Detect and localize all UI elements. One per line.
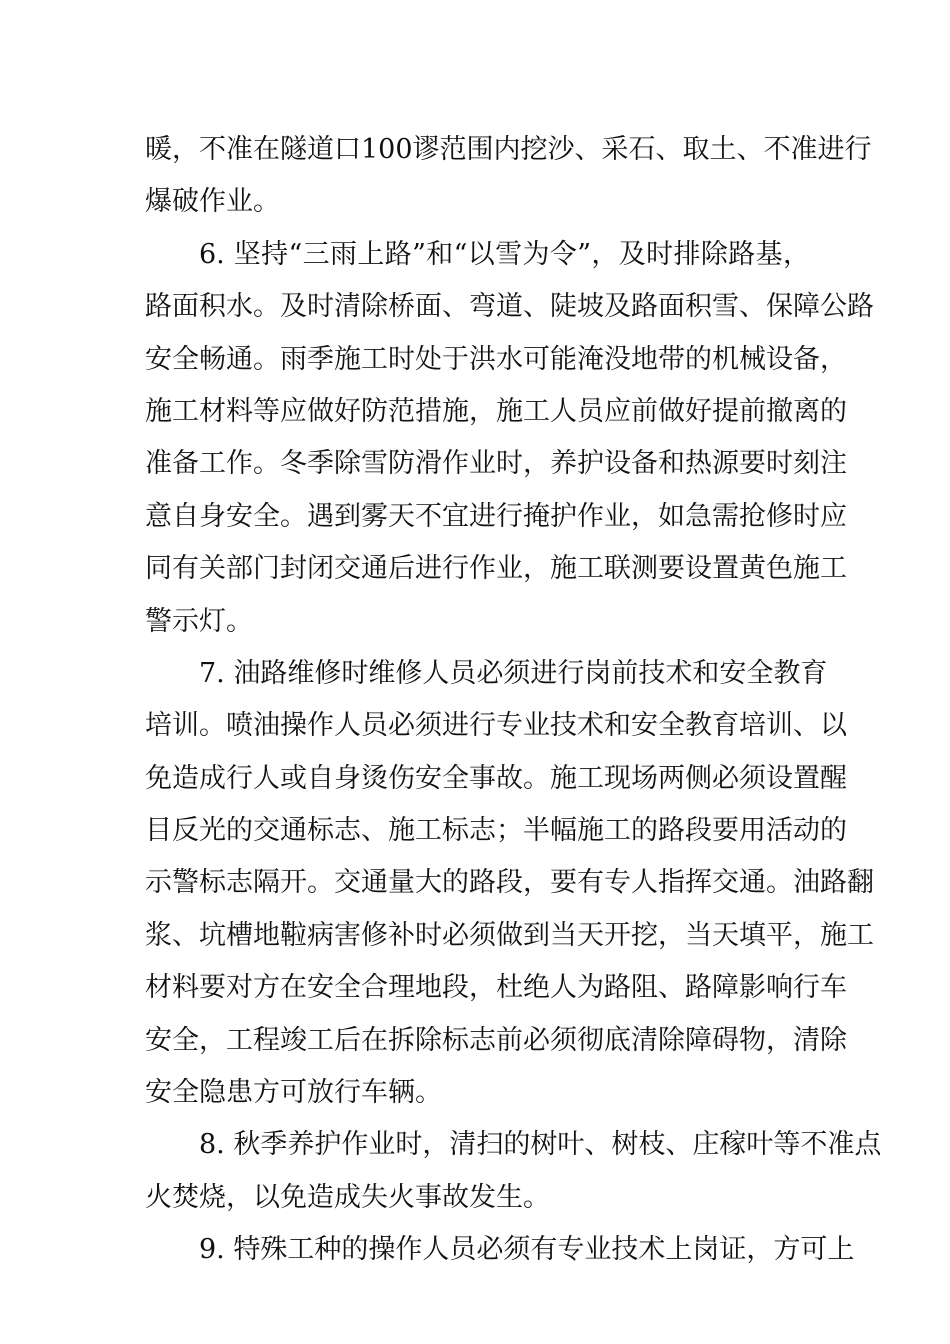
text-line: 材料要对方在安全合理地段，杜绝人为路阻、路障影响行车: [145, 972, 847, 1004]
paragraph-8-start: 8. 秋季养护作业时，清扫的树叶、树枝、庄稼叶等不准点: [199, 1129, 882, 1161]
text-line: 路面积水。及时清除桥面、弯道、陡坡及路面积雪、保障公路: [145, 291, 874, 323]
text-line: 施工材料等应做好防范措施，施工人员应前做好提前撤离的: [145, 395, 847, 427]
text-line: 目反光的交通标志、施工标志；半幅施工的路段要用活动的: [145, 815, 847, 847]
text-line: 火焚烧，以免造成失火事故发生。: [145, 1181, 550, 1213]
text-line: 免造成行人或自身烫伤安全事故。施工现场两侧必须设置醒: [145, 762, 847, 794]
text-line: 暖，不准在隧道口100谬范围内挖沙、采石、取土、不准进行: [145, 134, 872, 165]
text-line: 警示灯。: [145, 605, 253, 637]
text-line: 浆、坑槽地鞡病害修补时必须做到当天开挖，当天填平，施工: [145, 919, 874, 951]
text-line: 安全隐患方可放行车辆。: [145, 1077, 442, 1109]
body-text: [145, 128, 882, 1281]
text-line: 爆破作业。: [145, 186, 280, 218]
text-line: 安全畅通。雨季施工时处于洪水可能淹没地带的机械设备，: [145, 343, 847, 375]
text-line: 培训。喷油操作人员必须进行专业技术和安全教育培训、以: [145, 710, 847, 742]
text-line: 准备工作。冬季除雪防滑作业时，养护设备和热源要时刻注: [145, 448, 847, 480]
paragraph-9-start: 9. 特殊工种的操作人员必须有专业技术上岗证，方可上: [199, 1234, 855, 1266]
text-line: 意自身安全。遇到雾天不宜进行掩护作业，如急需抢修时应: [145, 500, 847, 532]
paragraph-6-start: 6. 坚持“三雨上路”和“以雪为令”，及时排除路基，: [199, 238, 810, 270]
text-line: 同有关部门封闭交通后进行作业，施工联测要设置黄色施工: [145, 553, 847, 585]
paragraph-7-start: 7. 油路维修时维修人员必须进行岗前技术和安全教育: [199, 657, 828, 689]
text-line: 示警标志隔开。交通量大的路段，要有专人指挥交通。油路翻: [145, 867, 874, 899]
text-line: 安全，工程竣工后在拆除标志前必须彻底清除障碍物，清除: [145, 1024, 847, 1056]
